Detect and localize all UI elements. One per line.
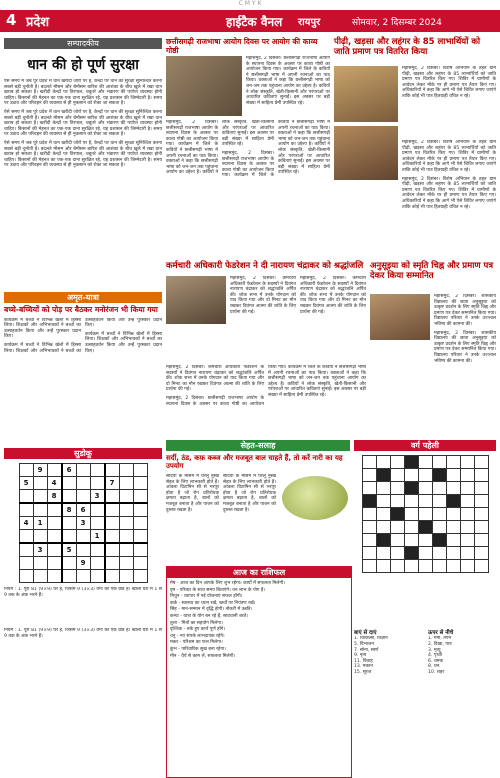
rashifal-title: आज का राशिफल — [167, 567, 351, 578]
sudoku-cell — [133, 530, 147, 544]
crossword-cell — [376, 456, 390, 469]
crossword-clue: 1. गर्मी, तपन — [428, 636, 452, 642]
crossword-cell — [474, 469, 488, 482]
story-honour-body: महासमुंद, 2 दिसंबर। शासकीय विद्यालय की छात्रा अनुसूइया को उत्कृष्ट प्रदर्शन के लिए स्मृति चिह्न और प्रमाण पत्र देकर सम्मानित किया गया। विद्यालय परिवार ने उनके उज्ज्वल भविष्य की कामना की। महासमुंद, 2 दिसंबर। शासकीय विद्यालय की छात्रा अनुसूइया को उत्कृष्ट प्रदर्शन के लिए स्मृति चिह्न और प्रमाण पत्र देकर सम्मानित किया गया। विद्यालय परिवार ने उनके उज्ज्वल भविष्य की कामना की। — [434, 294, 496, 364]
crossword-section — [354, 440, 496, 626]
sudoku-cell — [47, 517, 62, 530]
crossword-cell — [404, 534, 418, 547]
crossword-cell — [390, 456, 404, 469]
sudoku-cell — [33, 530, 47, 544]
sudoku-cell — [33, 557, 47, 570]
crossword-cell — [474, 560, 488, 573]
sudoku-cell: 6 — [76, 503, 90, 517]
crossword-cell — [390, 521, 404, 534]
sudoku-cell — [133, 557, 147, 570]
sudoku-cell: 3 — [90, 490, 105, 504]
crossword-cell — [432, 521, 446, 534]
crossword-cell — [460, 508, 474, 521]
sudoku-cell — [62, 477, 77, 490]
crossword-cell — [418, 456, 432, 469]
editorial-headline: धान की हो पूर्ण सुरक्षा — [27, 57, 139, 73]
crossword-cell — [432, 508, 446, 521]
crossword-row — [362, 495, 488, 508]
crossword-cell — [446, 508, 460, 521]
crossword-clue: 4. पृथ्वी — [428, 653, 442, 659]
sudoku-cell: 9 — [33, 464, 47, 477]
story-poetry-meet — [166, 38, 330, 258]
crossword-cell — [418, 508, 432, 521]
sudoku-cell — [19, 557, 33, 570]
crossword-cell — [432, 534, 446, 547]
crossword-cell — [376, 495, 390, 508]
rashifal-item: धनु - नए संपर्क लाभदायक रहेंगे। — [170, 633, 225, 639]
story-poetry-body-b: महासमुंद, 2 दिसंबर। छत्तीसगढ़ी राजभाषा आयोग के स्थापना दिवस के अवसर पर काव्य गोष्ठी का आयोजन किया गया। कार्यक्रम में जिले के कवियों ने छत्तीसगढ़ी भाषा में अपनी रचनाओं का पाठ किया। वक्ताओं ने कहा कि छत्तीसगढ़ी भाषा को जन-जन तक पहुंचाना आयोग का उद्देश्य है। कवियों ने लोक संस्कृति, खेती-किसानी और परंपराओं पर आधारित कविताएं सुनाईं। इस अवसर पर बड़ी संख्या में साहित्य प्रेमी उपस्थित रहे। महासमुंद, 2 दिसंबर। छत्तीसगढ़ी राजभाषा आयोग के स्थापना दिवस के अवसर पर काव्य गोष्ठी का आयोजन किया गया। कार्यक्रम में जिले के कवियों ने छत्तीसगढ़ी भाषा में अपनी रचनाओं का पाठ किया। वक्ताओं ने कहा कि छत्तीसगढ़ी भाषा को जन-जन तक पहुंचाना आयोग का उद्देश्य है। कवियों ने लोक संस्कृति, खेती-किसानी और परंपराओं पर आधारित कविताएं सुनाईं। इस अवसर पर बड़ी संख्या में साहित्य प्रेमी उपस्थित रहे। — [166, 120, 330, 179]
edition-date: सोमवार, 2 दिसम्बर 2024 — [352, 18, 442, 28]
crossword-cell — [474, 482, 488, 495]
crossword-row — [362, 469, 488, 482]
crossword-cell — [418, 521, 432, 534]
crossword-cell — [362, 482, 376, 495]
crossword-clue: 15. सूरज — [354, 669, 372, 675]
crossword-cell — [460, 560, 474, 573]
sudoku-cell — [105, 530, 120, 544]
crossword-cell — [446, 560, 460, 573]
crossword-cell — [460, 482, 474, 495]
crossword-cell — [460, 469, 474, 482]
crossword-cell — [362, 495, 376, 508]
sudoku-cell — [119, 490, 133, 504]
sudoku-cell — [47, 464, 62, 477]
sudoku-row — [19, 557, 147, 570]
sudoku-cell — [90, 570, 105, 583]
sudoku-row — [19, 503, 147, 517]
crossword-cell — [404, 547, 418, 560]
sudoku-cell — [76, 543, 90, 557]
rashifal-item: वृश्चिक - रुके हुए कार्य पूर्ण होंगे। — [170, 627, 226, 633]
crossword-cell — [362, 560, 376, 573]
sudoku-cell — [119, 464, 133, 477]
sudoku-cell: 4 — [47, 477, 62, 490]
sudoku-rules: नियम : 1. पूरी 81 (9×9) घर हैं, जिसमें 9 (3×3) वर्गों का एक ग्रीड है। खाली घरों में 1 से 9 तक के अंक भरने हैं। — [4, 587, 162, 598]
sudoku-row — [19, 517, 147, 530]
crossword-cell — [404, 469, 418, 482]
crossword-clue: 6. चमक — [428, 658, 444, 664]
sudoku-cell — [119, 570, 133, 583]
rashifal-item: कर्क - स्वास्थ्य का ध्यान रखें, खर्चों पर नियंत्रण रखें। — [170, 600, 256, 606]
crossword-clue: 8. धन — [428, 664, 440, 670]
crossword-cell — [446, 495, 460, 508]
sudoku-cell: 1 — [90, 530, 105, 544]
crossword-row — [362, 482, 488, 495]
health-band: सेहत-सलाह — [166, 440, 350, 451]
crossword-row — [362, 534, 488, 547]
crossword-cell — [390, 560, 404, 573]
sudoku-cell — [105, 543, 120, 557]
sudoku-cell — [19, 490, 33, 504]
crossword-cell — [446, 456, 460, 469]
crossword-cell — [446, 547, 460, 560]
sudoku-cell — [133, 517, 147, 530]
crossword-row — [362, 560, 488, 573]
sudoku-cell — [76, 490, 90, 504]
crossword-clue: 7. सोना, स्वर्ण — [354, 647, 379, 653]
sudoku-cell — [90, 464, 105, 477]
crossword-across — [354, 630, 424, 675]
sudoku-cell — [19, 543, 33, 557]
sudoku-row — [19, 570, 147, 583]
sudoku-cell — [47, 503, 62, 517]
sudoku-cell — [105, 570, 120, 583]
rashifal-list — [167, 578, 351, 774]
edition-city: रायपुर — [298, 17, 321, 28]
crossword-cell — [446, 482, 460, 495]
crossword-cell — [432, 495, 446, 508]
sudoku-cell — [62, 517, 77, 530]
crossword-cell — [460, 456, 474, 469]
sudoku-cell — [119, 530, 133, 544]
rashifal-item: मेष - आज का दिन आपके लिए शुभ रहेगा। कार्यों में सफलता मिलेगी। — [170, 581, 285, 586]
story-honour — [370, 262, 496, 437]
crossword-cell — [376, 508, 390, 521]
crossword-cell — [390, 482, 404, 495]
crossword-cell — [376, 482, 390, 495]
rashifal-item: वृष - परिवार के साथ समय बिताएंगे। धन लाभ के योग हैं। — [170, 587, 266, 593]
page-header — [0, 10, 500, 32]
crossword-cell — [404, 482, 418, 495]
sudoku-section — [4, 448, 162, 624]
crossword-clue: 13. मकान — [354, 664, 373, 670]
sudoku-cell — [90, 477, 105, 490]
sudoku-cell — [62, 570, 77, 583]
amrit-yatra-band: अमृत-यात्रा — [4, 292, 162, 303]
crossword-clue: 3. मृत्यु — [428, 647, 441, 653]
story-certificates-body-a: महासमुंद, 2 दिसंबर। विशेष अभियान के तहत ग्राम पीढ़ी, खड़सा और लहंगर के 85 लाभार्थियों को जाति प्रमाण पत्र वितरित किए गए। शिविर में ग्रामीणों के आवेदन लेकर मौके पर ही प्रमाण पत्र तैयार किए गए। अधिकारियों ने कहा कि आगे भी ऐसे शिविर लगाए जाएंगे ताकि कोई भी पात्र हितग्राही वंचित न रहे। — [402, 66, 496, 99]
sudoku-cell — [133, 490, 147, 504]
crossword-cell — [432, 456, 446, 469]
rashifal-item: तुला - मित्रों का सहयोग मिलेगा। — [170, 620, 223, 626]
crossword-cell — [474, 534, 488, 547]
story-certificates-headline: पीढ़ी, खड़सा और लहंगर के 85 लाभार्थियों को जाति प्रमाण पत्र वितरित किया — [334, 37, 481, 57]
sudoku-cell — [62, 557, 77, 570]
sudoku-cell — [47, 570, 62, 583]
crossword-clue: 1. चिकित्सा, विज्ञान — [354, 636, 388, 642]
color-registration-strip: C M Y K — [238, 0, 262, 7]
story-federation-body: महासमुंद, 2 दिसंबर। कर्मचारी अधिकारी फेडरेशन के सदस्यों ने दिवंगत नारायण चंद्राकर को श्रद्धांजलि अर्पित की। शोक सभा में उनके योगदान को याद किया गया और दो मिनट का मौन रखकर दिवंगत आत्मा की शांति के लिए प्रार्थना की गई। महासमुंद, 2 दिसंबर। कर्मचारी अधिकारी फेडरेशन के सदस्यों ने दिवंगत नारायण चंद्राकर को श्रद्धांजलि अर्पित की। शोक सभा में उनके योगदान को याद किया गया और दो मिनट का मौन रखकर दिवंगत आत्मा की शांति के लिए प्रार्थना की गई। — [230, 276, 366, 315]
health-body: सर्दियों के मौसम में घरेलू नुस्खे सेहत के लिए लाभकारी होते हैं। आंवला विटामिन सी से भरपूर होता है जो रोग प्रतिरोधक क्षमता बढ़ाता है, बालों को मजबूत बनाता है और पाचन को दुरुस्त रखता है। सर्दियों के मौसम में घरेलू नुस्खे सेहत के लिए लाभकारी होते हैं। आंवला विटामिन सी से भरपूर होता है जो रोग प्रतिरोधक क्षमता बढ़ाता है, बालों को मजबूत बनाता है और पाचन को दुरुस्त रखता है। — [166, 474, 276, 513]
sudoku-cell — [119, 543, 133, 557]
crossword-clue: 11. विवाह — [354, 658, 373, 664]
crossword-title: वर्ग पहेली — [354, 440, 496, 451]
story-federation — [166, 262, 366, 362]
amrit-yatra-body: कार्यक्रम में बच्चों ने विभिन्न खेलों में हिस्सा लिया। शिक्षकों और अभिभावकों ने बच्चों का उत्साहवर्धन किया और उन्हें पुरस्कार प्रदान किए। कार्यक्रम में बच्चों ने विभिन्न खेलों में हिस्सा लिया। शिक्षकों और अभिभावकों ने बच्चों का उत्साहवर्धन किया और उन्हें पुरस्कार प्रदान किए। कार्यक्रम में बच्चों ने विभिन्न खेलों में हिस्सा लिया। शिक्षकों और अभिभावकों ने बच्चों का उत्साहवर्धन किया और उन्हें पुरस्कार प्रदान किए। — [4, 317, 162, 354]
newspaper-brand: हाईटैक वैनल — [226, 15, 283, 29]
story-poetry-headline: छत्तीसगढ़ी राजभाषा आयोग दिवस पर आयोग की काव्य गोष्ठी — [166, 37, 318, 55]
crossword-cell — [404, 495, 418, 508]
sudoku-cell — [105, 464, 120, 477]
crossword-clues — [354, 630, 496, 776]
health-section — [166, 440, 350, 560]
crossword-cell — [376, 534, 390, 547]
sudoku-cell — [133, 503, 147, 517]
sudoku-cell — [19, 530, 33, 544]
crossword-cell — [474, 508, 488, 521]
crossword-cell — [390, 495, 404, 508]
crossword-cell — [418, 469, 432, 482]
sudoku-cell — [47, 530, 62, 544]
crossword-cell — [418, 482, 432, 495]
sudoku-cell: 8 — [62, 503, 77, 517]
crossword-cell — [432, 469, 446, 482]
crossword-down-title: ऊपर से नीचे — [428, 630, 454, 636]
honour-photo — [370, 294, 430, 340]
crossword-cell — [432, 482, 446, 495]
sudoku-cell: 3 — [76, 517, 90, 530]
crossword-clue: 5. विभाजन — [354, 641, 374, 647]
crossword-cell — [460, 495, 474, 508]
crossword-cell — [376, 547, 390, 560]
crossword-cell — [446, 469, 460, 482]
sudoku-row — [19, 543, 147, 557]
crossword-cell — [362, 521, 376, 534]
story-federation-continued: महासमुंद, 2 दिसंबर। कर्मचारी अधिकारी फेडरेशन के सदस्यों ने दिवंगत नारायण चंद्राकर को श्रद्धांजलि अर्पित की। शोक सभा में उनके योगदान को याद किया गया और दो मिनट का मौन रखकर दिवंगत आत्मा की शांति के लिए प्रार्थना की गई। महासमुंद, 2 दिसंबर। छत्तीसगढ़ी राजभाषा आयोग के स्थापना दिवस के अवसर पर काव्य गोष्ठी का आयोजन किया गया। कार्यक्रम में जिले के कवियों ने छत्तीसगढ़ी भाषा में अपनी रचनाओं का पाठ किया। वक्ताओं ने कहा कि छत्तीसगढ़ी भाषा को जन-जन तक पहुंचाना आयोग का उद्देश्य है। कवियों ने लोक संस्कृति, खेती-किसानी और परंपराओं पर आधारित कविताएं सुनाईं। इस अवसर पर बड़ी संख्या में साहित्य प्रेमी उपस्थित रहे। — [166, 365, 366, 407]
crossword-cell — [362, 547, 376, 560]
sudoku-cell — [119, 517, 133, 530]
sudoku-cell — [105, 557, 120, 570]
sudoku-cell — [90, 543, 105, 557]
crossword-cell — [390, 508, 404, 521]
crossword-clue: 9. नृत्य — [354, 653, 367, 659]
sudoku-cell — [19, 464, 33, 477]
sudoku-cell — [76, 570, 90, 583]
crossword-row — [362, 547, 488, 560]
sudoku-cell — [119, 477, 133, 490]
sudoku-cell — [33, 503, 47, 517]
sudoku-cell — [90, 503, 105, 517]
sudoku-row — [19, 477, 147, 490]
sudoku-cell: 5 — [62, 543, 77, 557]
story-poetry-body-a: महासमुंद, 2 दिसंबर। छत्तीसगढ़ी राजभाषा आयोग के स्थापना दिवस के अवसर पर काव्य गोष्ठी का आयोजन किया गया। कार्यक्रम में जिले के कवियों ने छत्तीसगढ़ी भाषा में अपनी रचनाओं का पाठ किया। वक्ताओं ने कहा कि छत्तीसगढ़ी भाषा को जन-जन तक पहुंचाना आयोग का उद्देश्य है। कवियों ने लोक संस्कृति, खेती-किसानी और परंपराओं पर आधारित कविताएं सुनाईं। इस अवसर पर बड़ी संख्या में साहित्य प्रेमी उपस्थित रहे। — [246, 56, 330, 106]
crossword-down — [428, 630, 496, 675]
amrit-yatra-section — [4, 292, 162, 438]
sudoku-cell — [133, 543, 147, 557]
sudoku-cell: 8 — [47, 490, 62, 504]
crossword-cell — [418, 547, 432, 560]
crossword-cell — [362, 456, 376, 469]
sudoku-title: सुडोकू — [4, 448, 162, 459]
sudoku-cell: 1 — [33, 517, 47, 530]
crossword-cell — [404, 456, 418, 469]
rashifal-item: कन्या - यात्रा के योग बन रहे हैं, सावधानी बरतें। — [170, 613, 248, 619]
sudoku-cell — [90, 517, 105, 530]
crossword-cell — [418, 495, 432, 508]
sudoku-cell — [133, 464, 147, 477]
crossword-cell — [390, 534, 404, 547]
sudoku-cell: 3 — [33, 543, 47, 557]
certificates-photo-1 — [334, 66, 398, 122]
rashifal-item: मीन - धैर्य से काम लें, सफलता मिलेगी। — [170, 653, 236, 659]
crossword-cell — [446, 534, 460, 547]
health-headline: सर्दी, ठंड, कफ़ कब्ज और मजबूत बाल चाहते हैं, तो करें नारी का यह उपयोग — [166, 454, 343, 471]
sudoku-cell — [119, 503, 133, 517]
rashifal-item: कुंभ - पारिवारिक सुख बना रहेगा। — [170, 646, 226, 652]
crossword-cell — [460, 534, 474, 547]
sudoku-cell — [47, 543, 62, 557]
crossword-clue: 2. दिखा, पात्र — [428, 641, 452, 647]
sudoku-instructions-extra: नियम : 1. पूरी 81 (9×9) घर हैं, जिसमें 9 (3×3) वर्गों का एक ग्रीड है। खाली घरों में 1 से 9 तक के अंक भरने हैं। — [4, 628, 162, 639]
crossword-cell — [390, 469, 404, 482]
story-honour-headline: अनुसूइया को स्मृति चिह्न और प्रमाण पत्र देकर किया सम्मानित — [370, 261, 494, 281]
sudoku-grid — [19, 463, 148, 583]
crossword-cell — [376, 560, 390, 573]
sudoku-row — [19, 530, 147, 544]
sudoku-cell — [76, 530, 90, 544]
crossword-cell — [418, 560, 432, 573]
sudoku-cell — [76, 477, 90, 490]
amrit-yatra-headline: बच्चे-बच्चियों को पोड़ पर बैठकर मनोरंजन भी किया गया — [4, 305, 158, 314]
sudoku-cell — [62, 530, 77, 544]
rashifal-item: मिथुन - व्यापार में नई योजनाएं सफल होंगी। — [170, 594, 243, 600]
sudoku-cell: 6 — [62, 464, 77, 477]
crossword-cell — [376, 469, 390, 482]
crossword-cell — [474, 521, 488, 534]
poetry-meet-photo — [166, 56, 242, 116]
sudoku-cell — [133, 477, 147, 490]
crossword-cell — [404, 560, 418, 573]
crossword-row — [362, 456, 488, 469]
sudoku-cell — [33, 477, 47, 490]
crossword-cell — [362, 469, 376, 482]
crossword-cell — [432, 560, 446, 573]
sudoku-row — [19, 464, 147, 477]
sudoku-cell — [119, 557, 133, 570]
rashifal-section — [166, 566, 352, 778]
crossword-cell — [446, 521, 460, 534]
crossword-cell — [460, 521, 474, 534]
sudoku-cell: 7 — [105, 477, 120, 490]
sudoku-cell — [33, 570, 47, 583]
crossword-cell — [404, 521, 418, 534]
sudoku-cell — [76, 464, 90, 477]
crossword-clue: 10. शहर — [428, 669, 445, 675]
page-number: 4 — [6, 11, 17, 29]
sudoku-cell — [62, 490, 77, 504]
crossword-across-title: बाएं से दाएं — [354, 630, 377, 636]
crossword-row — [362, 508, 488, 521]
crossword-cell — [362, 534, 376, 547]
sudoku-cell — [19, 570, 33, 583]
crossword-cell — [404, 508, 418, 521]
sudoku-cell — [105, 490, 120, 504]
sudoku-cell — [47, 557, 62, 570]
sudoku-cell — [19, 503, 33, 517]
certificates-photo-2 — [334, 126, 398, 180]
section-name: प्रदेश — [26, 15, 50, 30]
amla-photo — [282, 476, 348, 520]
sudoku-cell: 5 — [19, 477, 33, 490]
crossword-grid — [362, 455, 489, 573]
sudoku-cell — [90, 557, 105, 570]
federation-photo — [166, 276, 226, 324]
story-certificates-body-b: महासमुंद, 2 दिसंबर। विशेष अभियान के तहत ग्राम पीढ़ी, खड़सा और लहंगर के 85 लाभार्थियों को जाति प्रमाण पत्र वितरित किए गए। शिविर में ग्रामीणों के आवेदन लेकर मौके पर ही प्रमाण पत्र तैयार किए गए। अधिकारियों ने कहा कि आगे भी ऐसे शिविर लगाए जाएंगे ताकि कोई भी पात्र हितग्राही वंचित न रहे। महासमुंद, 2 दिसंबर। विशेष अभियान के तहत ग्राम पीढ़ी, खड़सा और लहंगर के 85 लाभार्थियों को जाति प्रमाण पत्र वितरित किए गए। शिविर में ग्रामीणों के आवेदन लेकर मौके पर ही प्रमाण पत्र तैयार किए गए। अधिकारियों ने कहा कि आगे भी ऐसे शिविर लगाए जाएंगे ताकि कोई भी पात्र हितग्राही वंचित न रहे। — [402, 140, 496, 210]
sudoku-cell — [105, 517, 120, 530]
crossword-cell — [432, 547, 446, 560]
editorial-section-title: सम्पादकीय — [4, 38, 162, 49]
sudoku-cell — [133, 570, 147, 583]
rashifal-item: मकर - परिश्रम का फल मिलेगा। — [170, 640, 223, 646]
crossword-cell — [474, 547, 488, 560]
crossword-cell — [376, 521, 390, 534]
crossword-row — [362, 521, 488, 534]
editorial-body: ऐसे समय में जब पूरे प्रदेश में धान खरीदी जोरों पर है, केन्द्रों पर धान की सुरक्षा सुनिश्चित करना सबसे बड़ी चुनौती है। बदलते मौसम और बेमौसम बारिश की आशंका के बीच खुले में रखा धान खराब हो सकता है। खरीदी केन्द्रों पर तिरपाल, चबूतरे और भंडारण की पर्याप्त व्यवस्था होनी चाहिए। किसानों की मेहनत का एक-एक दाना सुरक्षित रहे, यह प्रशासन की जिम्मेदारी है। समय पर उठाव और परिवहन की व्यवस्था से ही नुकसान को रोका जा सकता है। ऐसे समय में जब पूरे प्रदेश में धान खरीदी जोरों पर है, केन्द्रों पर धान की सुरक्षा सुनिश्चित करना सबसे बड़ी चुनौती है। बदलते मौसम और बेमौसम बारिश की आशंका के बीच खुले में रखा धान खराब हो सकता है। खरीदी केन्द्रों पर तिरपाल, चबूतरे और भंडारण की पर्याप्त व्यवस्था होनी चाहिए। किसानों की मेहनत का एक-एक दाना सुरक्षित रहे, यह प्रशासन की जिम्मेदारी है। समय पर उठाव और परिवहन की व्यवस्था से ही नुकसान को रोका जा सकता है। ऐसे समय में जब पूरे प्रदेश में धान खरीदी जोरों पर है, केन्द्रों पर धान की सुरक्षा सुनिश्चित करना सबसे बड़ी चुनौती है। बदलते मौसम और बेमौसम बारिश की आशंका के बीच खुले में रखा धान खराब हो सकता है। खरीदी केन्द्रों पर तिरपाल, चबूतरे और भंडारण की पर्याप्त व्यवस्था होनी चाहिए। किसानों की मेहनत का एक-एक दाना सुरक्षित रहे, यह प्रशासन की जिम्मेदारी है। समय पर उठाव और परिवहन की व्यवस्था से ही नुकसान को रोका जा सकता है। — [4, 79, 162, 169]
crossword-cell — [390, 547, 404, 560]
crossword-cell — [474, 456, 488, 469]
story-federation-headline: कर्मचारी अधिकारी फेडरेशन ने दी नारायण चंद्राकर को श्रद्धांजलि — [166, 261, 364, 271]
sudoku-cell: 9 — [76, 557, 90, 570]
sudoku-cell: 4 — [19, 517, 33, 530]
crossword-cell — [362, 508, 376, 521]
editorial-column — [4, 38, 162, 288]
sudoku-cell — [105, 503, 120, 517]
sudoku-cell — [33, 490, 47, 504]
rashifal-item: सिंह - मान-सम्मान में वृद्धि होगी। नौकरी में उन्नति। — [170, 607, 253, 613]
sudoku-row — [19, 490, 147, 504]
crossword-cell — [460, 547, 474, 560]
crossword-cell — [474, 495, 488, 508]
story-certificates — [334, 38, 496, 258]
crossword-cell — [418, 534, 432, 547]
